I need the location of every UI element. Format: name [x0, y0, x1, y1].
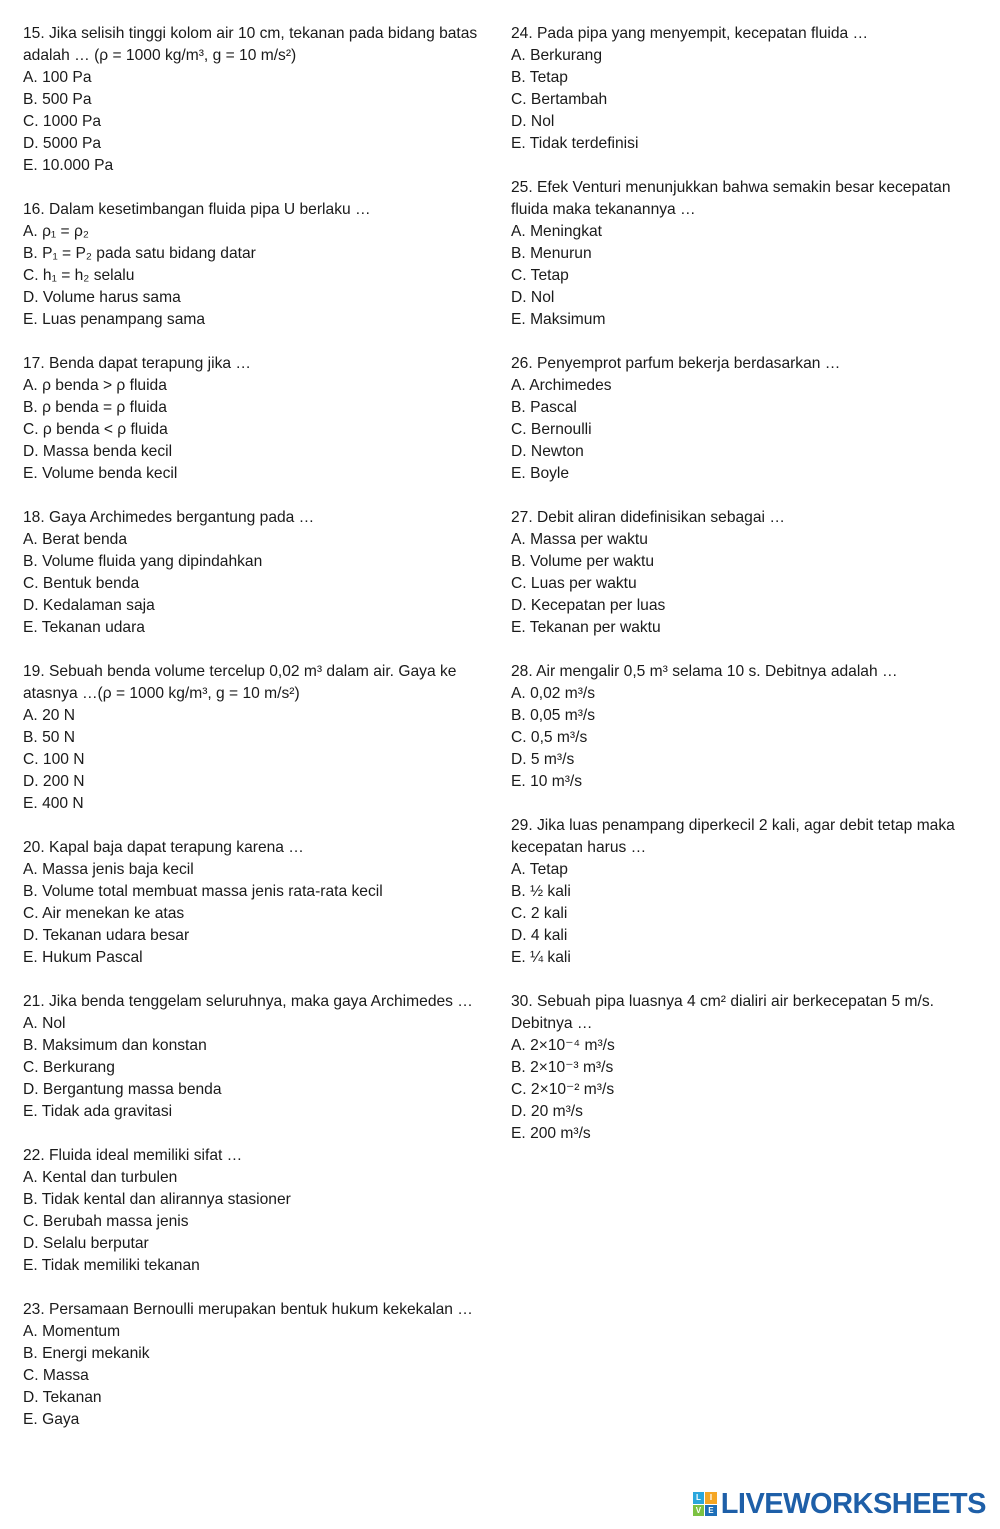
- question-block: [511, 23, 986, 155]
- answer-option[interactable]: C. Luas per waktu: [511, 575, 637, 592]
- question-block: [23, 837, 493, 969]
- question-block: [23, 1145, 493, 1277]
- answer-option[interactable]: E. 400 N: [23, 795, 84, 812]
- answer-option[interactable]: E. Tekanan per waktu: [511, 619, 661, 636]
- answer-option[interactable]: A. 2×10⁻⁴ m³/s: [511, 1037, 615, 1054]
- answer-option[interactable]: B. ½ kali: [511, 883, 571, 900]
- liveworksheets-logo[interactable]: [693, 1487, 986, 1521]
- answer-option[interactable]: D. Massa benda kecil: [23, 443, 173, 460]
- question-text: 24. Pada pipa yang menyempit, kecepatan fluida …: [511, 25, 869, 42]
- answer-option[interactable]: E. 10 m³/s: [511, 773, 583, 790]
- answer-option[interactable]: A. Berkurang: [511, 47, 603, 64]
- left-column: [23, 23, 493, 1453]
- question-text: 26. Penyemprot parfum bekerja berdasarkan …: [511, 355, 841, 372]
- answer-option[interactable]: C. Tetap: [511, 267, 569, 284]
- answer-option[interactable]: C. 0,5 m³/s: [511, 729, 588, 746]
- answer-option[interactable]: C. Massa: [23, 1367, 89, 1384]
- answer-option[interactable]: D. Kedalaman saja: [23, 597, 155, 614]
- answer-option[interactable]: A. Kental dan turbulen: [23, 1169, 178, 1186]
- question-text: 15. Jika selisih tinggi kolom air 10 cm, tekanan pada bidang batas adalah … (ρ = 1000 kg/m³, g = 10 m/s²): [23, 25, 478, 64]
- answer-option[interactable]: E. ¼ kali: [511, 949, 571, 966]
- answer-option[interactable]: D. 20 m³/s: [511, 1103, 583, 1120]
- answer-option[interactable]: D. 5000 Pa: [23, 135, 102, 152]
- question-text: 30. Sebuah pipa luasnya 4 cm² dialiri air berkecepatan 5 m/s. Debitnya …: [511, 993, 934, 1032]
- answer-option[interactable]: A. Momentum: [23, 1323, 121, 1340]
- logo-mark-icon: L I V E: [693, 1492, 717, 1516]
- answer-option[interactable]: A. Tetap: [511, 861, 568, 878]
- question-block: [511, 353, 986, 485]
- answer-option[interactable]: A. Berat benda: [23, 531, 128, 548]
- answer-option[interactable]: C. ρ benda < ρ fluida: [23, 421, 168, 438]
- answer-option[interactable]: D. Selalu berputar: [23, 1235, 149, 1252]
- answer-option[interactable]: A. ρ benda > ρ fluida: [23, 377, 167, 394]
- answer-option[interactable]: A. 20 N: [23, 707, 76, 724]
- answer-option[interactable]: E. Luas penampang sama: [23, 311, 206, 328]
- question-text: 19. Sebuah benda volume tercelup 0,02 m³ dalam air. Gaya ke atasnya …(ρ = 1000 kg/m³, g = 10 m/s²): [23, 663, 457, 702]
- question-text: 23. Persamaan Bernoulli merupakan bentuk hukum kekekalan …: [23, 1301, 473, 1318]
- question-block: [511, 661, 986, 793]
- answer-option[interactable]: D. 4 kali: [511, 927, 568, 944]
- answer-option[interactable]: B. Maksimum dan konstan: [23, 1037, 207, 1054]
- question-text: 17. Benda dapat terapung jika …: [23, 355, 252, 372]
- answer-option[interactable]: D. 200 N: [23, 773, 85, 790]
- question-text: 21. Jika benda tenggelam seluruhnya, maka gaya Archimedes …: [23, 993, 473, 1010]
- answer-option[interactable]: B. Tidak kental dan alirannya stasioner: [23, 1191, 291, 1208]
- question-text: 28. Air mengalir 0,5 m³ selama 10 s. Debitnya adalah …: [511, 663, 898, 680]
- right-column: [511, 23, 986, 1167]
- answer-option[interactable]: B. ρ benda = ρ fluida: [23, 399, 167, 416]
- question-block: [23, 1299, 493, 1431]
- answer-option[interactable]: E. Maksimum: [511, 311, 606, 328]
- answer-option[interactable]: D. Newton: [511, 443, 584, 460]
- answer-option[interactable]: C. Bertambah: [511, 91, 608, 108]
- answer-option[interactable]: E. Tidak memiliki tekanan: [23, 1257, 200, 1274]
- answer-option[interactable]: C. h₁ = h₂ selalu: [23, 267, 135, 284]
- question-text: 16. Dalam kesetimbangan fluida pipa U berlaku …: [23, 201, 371, 218]
- question-block: [23, 199, 493, 331]
- answer-option[interactable]: E. Tekanan udara: [23, 619, 145, 636]
- answer-option[interactable]: E. Boyle: [511, 465, 570, 482]
- answer-option[interactable]: A. ρ₁ = ρ₂: [23, 223, 89, 240]
- answer-option[interactable]: B. Tetap: [511, 69, 568, 86]
- answer-option[interactable]: D. Nol: [511, 113, 555, 130]
- answer-option[interactable]: E. 200 m³/s: [511, 1125, 591, 1142]
- logo-text: LIVEWORKSHEETS: [720, 1487, 986, 1520]
- question-block: [511, 507, 986, 639]
- answer-option[interactable]: D. Tekanan udara besar: [23, 927, 190, 944]
- answer-option[interactable]: D. Volume harus sama: [23, 289, 181, 306]
- answer-option[interactable]: C. Air menekan ke atas: [23, 905, 185, 922]
- question-block: [511, 815, 986, 969]
- answer-option[interactable]: B. 0,05 m³/s: [511, 707, 596, 724]
- answer-option[interactable]: A. Meningkat: [511, 223, 603, 240]
- answer-option[interactable]: C. 1000 Pa: [23, 113, 102, 130]
- answer-option[interactable]: C. Bernoulli: [511, 421, 592, 438]
- question-block: [23, 661, 493, 815]
- answer-option[interactable]: D. Nol: [511, 289, 555, 306]
- answer-option[interactable]: A. Massa per waktu: [511, 531, 648, 548]
- question-block: [23, 23, 493, 177]
- answer-option[interactable]: B. Volume fluida yang dipindahkan: [23, 553, 263, 570]
- answer-option[interactable]: B. Pascal: [511, 399, 577, 416]
- question-block: [511, 991, 986, 1145]
- answer-option[interactable]: B. 500 Pa: [23, 91, 92, 108]
- answer-option[interactable]: E. Tidak ada gravitasi: [23, 1103, 173, 1120]
- answer-option[interactable]: B. Volume total membuat massa jenis rata-rata kecil: [23, 883, 383, 900]
- answer-option[interactable]: D. 5 m³/s: [511, 751, 575, 768]
- question-block: [23, 991, 493, 1123]
- answer-option[interactable]: C. Berkurang: [23, 1059, 115, 1076]
- question-block: [23, 507, 493, 639]
- question-text: 20. Kapal baja dapat terapung karena …: [23, 839, 304, 856]
- answer-option[interactable]: D. Bergantung massa benda: [23, 1081, 222, 1098]
- answer-option[interactable]: C. Bentuk benda: [23, 575, 140, 592]
- answer-option[interactable]: A. Massa jenis baja kecil: [23, 861, 194, 878]
- answer-option[interactable]: E. Gaya: [23, 1411, 80, 1428]
- answer-option[interactable]: C. 2 kali: [511, 905, 568, 922]
- answer-option[interactable]: A. 0,02 m³/s: [511, 685, 596, 702]
- answer-option[interactable]: E. Tidak terdefinisi: [511, 135, 639, 152]
- question-text: 22. Fluida ideal memiliki sifat …: [23, 1147, 243, 1164]
- answer-option[interactable]: E. Hukum Pascal: [23, 949, 143, 966]
- answer-option[interactable]: A. Nol: [23, 1015, 66, 1032]
- answer-option[interactable]: C. 100 N: [23, 751, 85, 768]
- answer-option[interactable]: D. Kecepatan per luas: [511, 597, 666, 614]
- answer-option[interactable]: B. Menurun: [511, 245, 592, 262]
- question-block: [511, 177, 986, 331]
- question-block: [23, 353, 493, 485]
- answer-option[interactable]: E. 10.000 Pa: [23, 157, 114, 174]
- answer-option[interactable]: B. Volume per waktu: [511, 553, 655, 570]
- answer-option[interactable]: C. Berubah massa jenis: [23, 1213, 189, 1230]
- question-text: 25. Efek Venturi menunjukkan bahwa semakin besar kecepatan fluida maka tekanannya …: [511, 179, 951, 218]
- answer-option[interactable]: B. 50 N: [23, 729, 76, 746]
- answer-option[interactable]: B. Energi mekanik: [23, 1345, 150, 1362]
- question-text: 27. Debit aliran didefinisikan sebagai …: [511, 509, 785, 526]
- answer-option[interactable]: B. 2×10⁻³ m³/s: [511, 1059, 614, 1076]
- question-text: 29. Jika luas penampang diperkecil 2 kali, agar debit tetap maka kecepatan harus …: [511, 817, 955, 856]
- answer-option[interactable]: E. Volume benda kecil: [23, 465, 178, 482]
- answer-option[interactable]: B. P₁ = P₂ pada satu bidang datar: [23, 245, 256, 262]
- answer-option[interactable]: A. 100 Pa: [23, 69, 92, 86]
- answer-option[interactable]: A. Archimedes: [511, 377, 612, 394]
- answer-option[interactable]: C. 2×10⁻² m³/s: [511, 1081, 615, 1098]
- answer-option[interactable]: D. Tekanan: [23, 1389, 102, 1406]
- question-text: 18. Gaya Archimedes bergantung pada …: [23, 509, 315, 526]
